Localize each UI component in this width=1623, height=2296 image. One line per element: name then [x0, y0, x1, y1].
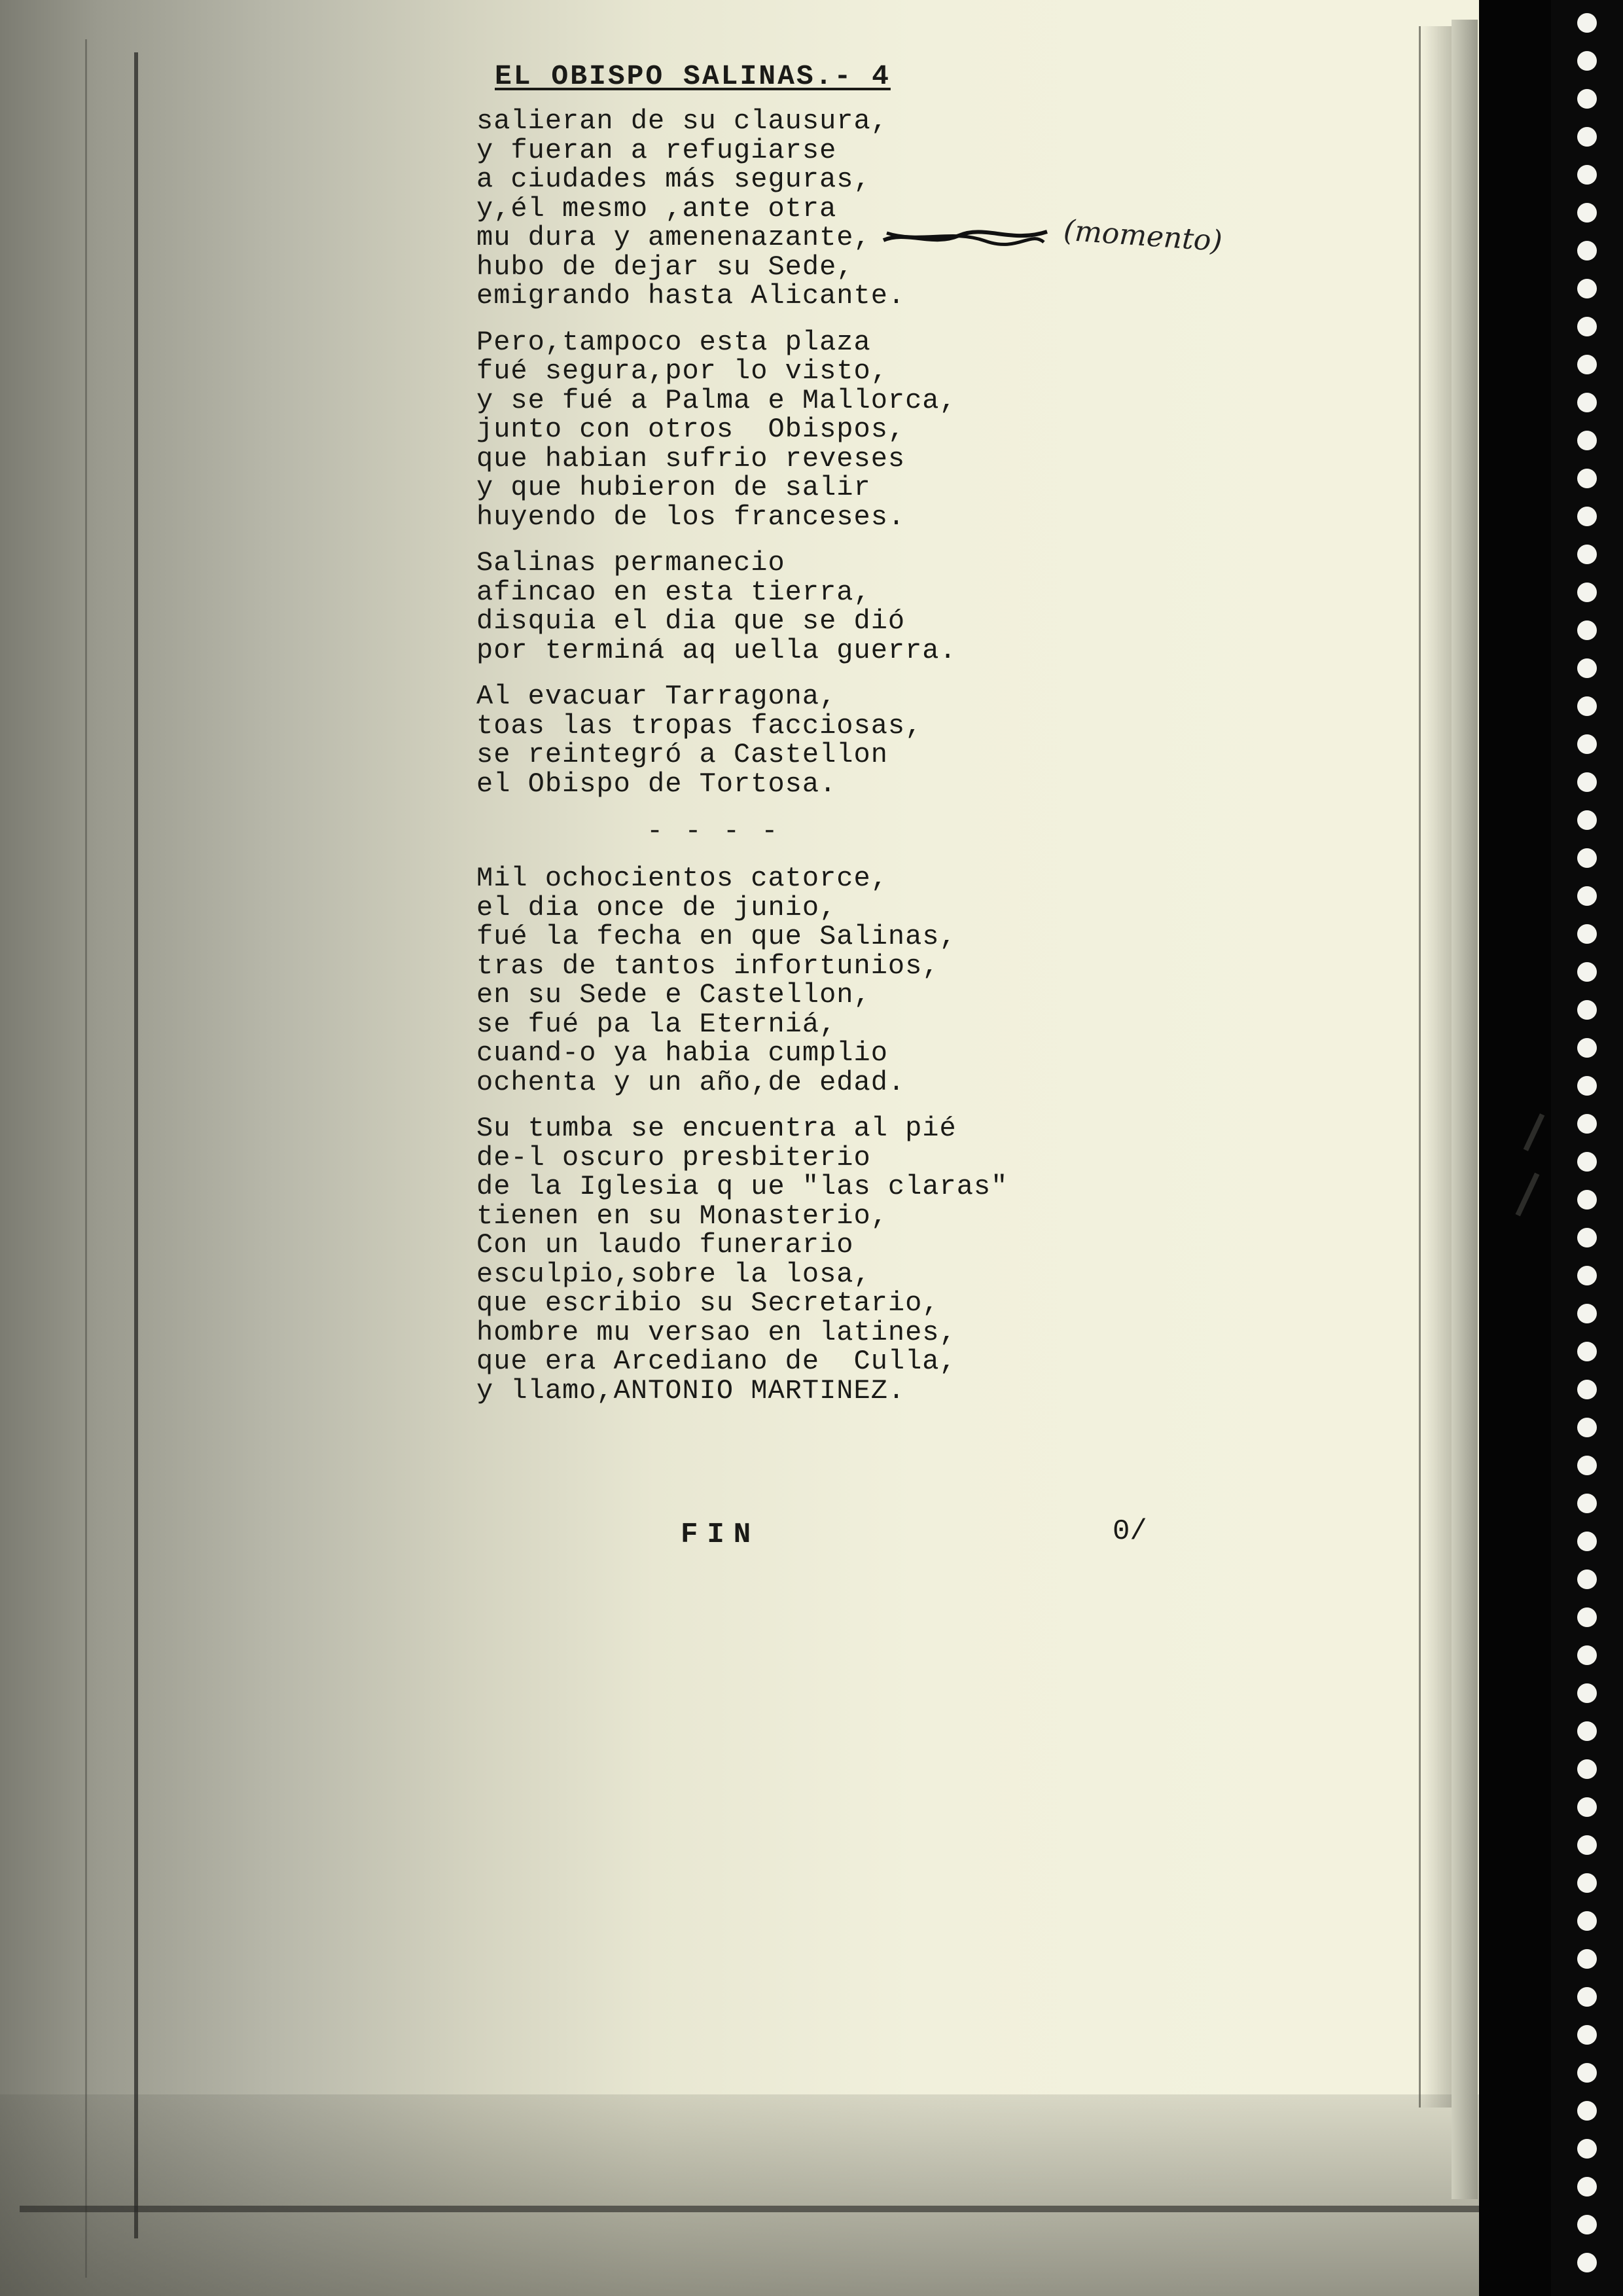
perforation-hole [1577, 1190, 1597, 1210]
verse-line: se reintegró a Castellon [476, 739, 888, 770]
perforation-hole [1577, 1570, 1597, 1589]
perforation-hole [1577, 1152, 1597, 1172]
verse-line: y,él mesmo ,ante otra [476, 192, 837, 224]
verse-line: el Obispo de Tortosa. [476, 768, 837, 800]
perforation-hole [1577, 620, 1597, 640]
verse-line: esculpio,sobre la losa, [476, 1258, 871, 1290]
perforation-hole [1577, 583, 1597, 602]
perforation-hole [1577, 962, 1597, 982]
verse-line: a ciudades más seguras, [476, 164, 871, 195]
perforation-hole [1577, 772, 1597, 792]
verse-line: y que hubieron de salir [476, 472, 871, 503]
perforation-hole [1577, 241, 1597, 260]
bottom-edge-line [20, 2206, 1486, 2212]
perforation-hole [1577, 810, 1597, 830]
verse-line: disquia el dia que se dió [476, 605, 906, 637]
perforation-hole [1577, 1456, 1597, 1475]
perforation-hole [1577, 1949, 1597, 1969]
verse-line: y fueran a refugiarse [476, 134, 837, 166]
perforation-hole [1577, 2025, 1597, 2045]
perforation-hole [1577, 1342, 1597, 1361]
perforation-hole [1577, 51, 1597, 71]
perforation-hole [1577, 2177, 1597, 2197]
page-mark: 0/ [1113, 1515, 1147, 1548]
perforation-hole [1577, 848, 1597, 868]
verse-line: y llamo,ANTONIO MARTINEZ. [476, 1374, 906, 1407]
right-page-edge [1419, 26, 1454, 2108]
page-title: EL OBISPO SALINAS.- 4 [495, 60, 891, 92]
perforation-hole [1577, 1494, 1597, 1513]
struck-out-word [880, 224, 1050, 250]
perforation-hole [1577, 1759, 1597, 1779]
bottom-shadow [0, 2094, 1505, 2296]
stanza-1 [476, 107, 1366, 311]
typewritten-text [476, 60, 1366, 1422]
perforation-hole [1577, 393, 1597, 412]
perforation-hole [1577, 89, 1597, 109]
perforation-hole [1577, 658, 1597, 678]
stanza-3 [476, 548, 1366, 665]
verse-line: de la Iglesia q ue "las claras" [476, 1171, 1008, 1202]
perforation-hole [1577, 317, 1597, 336]
perforation-hole [1577, 696, 1597, 716]
perforation-hole [1577, 1532, 1597, 1551]
verse-line: Salinas permanecio [476, 547, 785, 579]
perforation-hole [1577, 886, 1597, 906]
verse-line: de-l oscuro presbiterio [476, 1141, 871, 1174]
perforation-hole [1577, 1797, 1597, 1817]
perforation-hole [1577, 545, 1597, 564]
verse-line: afincao en esta tierra, [476, 576, 871, 608]
perforation-hole [1577, 1418, 1597, 1437]
perforation-hole [1577, 1683, 1597, 1703]
verse-line: salieran de su clausura, [476, 105, 888, 137]
perforation-hole [1577, 1076, 1597, 1096]
verse-line: tras de tantos infortunios, [476, 950, 940, 982]
perforation-hole [1577, 1266, 1597, 1285]
verse-line: y se fué a Palma e Mallorca, [476, 384, 957, 416]
left-binding-line-outer [85, 39, 87, 2278]
perforation-hole [1577, 1873, 1597, 1893]
verse-line: Con un laudo funerario [476, 1229, 854, 1261]
verse-line: emigrando hasta Alicante. [476, 280, 906, 312]
verse-line: por terminá aq uella guerra. [476, 634, 957, 666]
perforation-hole [1577, 2215, 1597, 2234]
stanza-6 [476, 1114, 1366, 1405]
end-mark: FIN [681, 1518, 760, 1551]
perforation-hole [1577, 507, 1597, 526]
stanza-2 [476, 328, 1366, 532]
verse-line: que era Arcediano de Culla, [476, 1346, 957, 1377]
perforation-hole [1577, 2253, 1597, 2272]
perforation-hole [1577, 2139, 1597, 2159]
verse-line: mu dura y amenenazante, [476, 222, 871, 253]
verse-line: que escribio su Secretario, [476, 1287, 940, 1319]
scanner-dark-strip [1479, 0, 1551, 2296]
perforation-hole [1577, 1607, 1597, 1627]
perforation-hole [1577, 355, 1597, 374]
perforation-hole [1577, 1721, 1597, 1741]
perforation-hole [1577, 924, 1597, 944]
verse-line: huyendo de los franceses. [476, 501, 906, 533]
stanza-4 [476, 682, 1366, 798]
left-binding-line [134, 52, 138, 2238]
verse-line: toas las tropas facciosas, [476, 709, 923, 742]
perforation-hole [1577, 1380, 1597, 1399]
verse-line: fué la fecha en que Salinas, [476, 921, 957, 952]
verse-line: Mil ochocientos catorce, [476, 863, 888, 894]
stanza-5 [476, 864, 1366, 1097]
perforation-hole [1577, 203, 1597, 223]
verse-line: que habian sufrio reveses [476, 442, 906, 475]
verse-line: Pero,tampoco esta plaza [476, 326, 871, 358]
perforation-hole [1577, 2101, 1597, 2121]
perforation-hole [1577, 1038, 1597, 1058]
verse-line: cuand-o ya habia cumplio [476, 1037, 888, 1069]
perforation-hole [1577, 1228, 1597, 1247]
verse-line: tienen en su Monasterio, [476, 1200, 888, 1232]
verse-line: hubo de dejar su Sede, [476, 251, 854, 283]
perforation-hole [1577, 1987, 1597, 2007]
verse-line: junto con otros Obispos, [476, 414, 906, 445]
right-page-edge-stack [1452, 20, 1478, 2199]
handwritten-margin-note: (momento) [1062, 213, 1224, 259]
perforation-hole [1577, 1114, 1597, 1134]
perforation-hole [1577, 165, 1597, 185]
perforation-hole [1577, 1645, 1597, 1665]
perforation-hole [1577, 127, 1597, 147]
perforation-hole [1577, 431, 1597, 450]
verse-line: fué segura,por lo visto, [476, 355, 888, 387]
section-separator: - - - - [647, 816, 781, 847]
verse-line: hombre mu versao en latines, [476, 1316, 957, 1348]
verse-line: en su Sede e Castellon, [476, 979, 871, 1011]
perforation-hole [1577, 13, 1597, 33]
perforation-hole [1577, 1911, 1597, 1931]
verse-line: Su tumba se encuentra al pié [476, 1113, 957, 1144]
verse-line: el dia once de junio, [476, 891, 837, 924]
perforation-hole [1577, 1000, 1597, 1020]
perforation-hole [1577, 734, 1597, 754]
perforation-hole [1577, 279, 1597, 298]
perforation-hole [1577, 1304, 1597, 1323]
perforation-hole [1577, 1835, 1597, 1855]
verse-line: ochenta y un año,de edad. [476, 1066, 906, 1098]
verse-line: se fué pa la Eterniá, [476, 1008, 837, 1040]
perforation-hole [1577, 469, 1597, 488]
verse-line: Al evacuar Tarragona, [476, 681, 837, 712]
perforation-strip [1551, 0, 1623, 2296]
perforation-hole [1577, 2063, 1597, 2083]
